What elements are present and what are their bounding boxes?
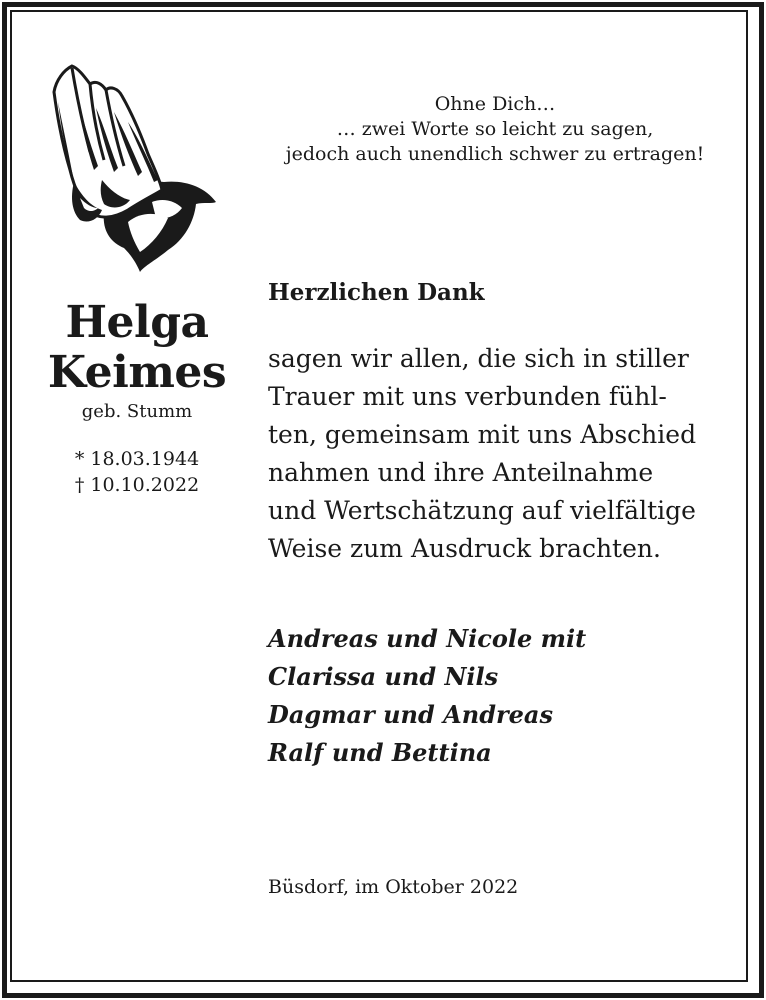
- thanks-line: sagen wir allen, die sich in stiller: [268, 344, 689, 373]
- thanks-line: Trauer mit uns verbunden fühl-: [268, 382, 667, 411]
- motto-line: … zwei Worte so leicht zu sagen,: [336, 118, 654, 140]
- thanks-line: ten, gemeinsam mit uns Abschied: [268, 420, 697, 449]
- thanks-text: [268, 340, 696, 568]
- maiden-name: geb. Stumm: [81, 401, 193, 422]
- family-line: Dagmar und Andreas: [268, 700, 553, 729]
- life-dates: [30, 446, 244, 498]
- family-line: Andreas und Nicole mit: [268, 624, 587, 653]
- first-name: Helga: [65, 297, 209, 348]
- thanks-line: Weise zum Ausdruck brachten.: [268, 534, 661, 563]
- place-date: Büsdorf, im Oktober 2022: [268, 876, 519, 898]
- family-line: Clarissa und Nils: [268, 662, 499, 691]
- birth-date: * 18.03.1944: [74, 448, 200, 470]
- thanks-line: nahmen und ihre Anteilnahme: [268, 458, 654, 487]
- thanks-heading: Herzlichen Dank: [268, 279, 485, 306]
- motto-line: Ohne Dich…: [434, 93, 556, 115]
- motto-line: jedoch auch unendlich schwer zu ertragen!: [285, 143, 705, 165]
- family-signatures: [268, 620, 586, 772]
- deceased-block: [30, 298, 244, 498]
- family-line: Ralf und Bettina: [268, 738, 492, 767]
- thanks-line: und Wertschätzung auf vielfältige: [268, 496, 696, 525]
- last-name: Keimes: [47, 347, 227, 398]
- praying-hands-icon: [44, 62, 220, 272]
- death-date: † 10.10.2022: [74, 474, 200, 496]
- motto-verse: [250, 92, 740, 167]
